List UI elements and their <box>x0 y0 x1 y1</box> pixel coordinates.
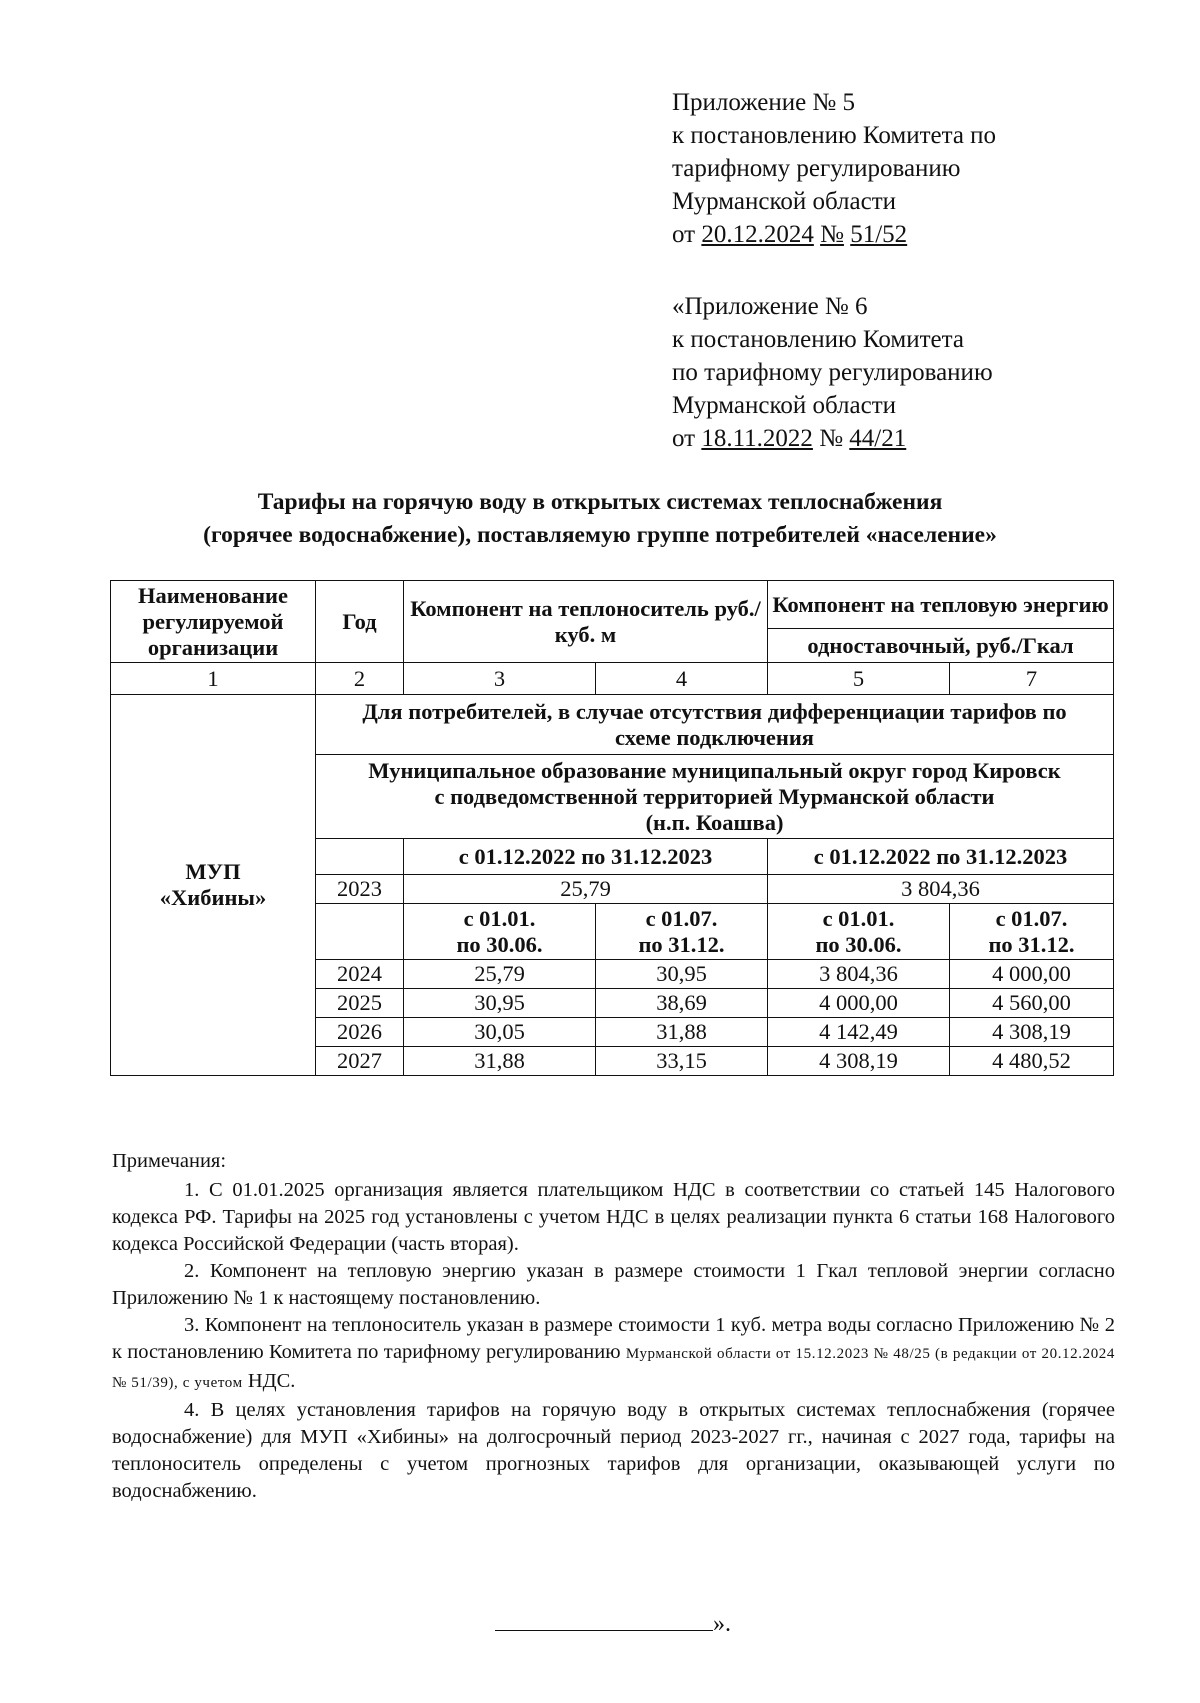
half1-label: с 01.01. по 30.06. <box>404 904 596 960</box>
appendix-5-line1: Приложение № 5 <box>672 89 856 116</box>
period-energy: с 01.12.2022 по 31.12.2023 <box>768 839 1114 875</box>
appendix-6-date-line: от 18.11.2022 № 44/21 <box>672 425 907 452</box>
appendix-5-line4: Мурманской области <box>672 188 897 215</box>
year-cell: 2024 <box>316 960 404 989</box>
appendix-6-line4: Мурманской области <box>672 392 897 419</box>
org-name: МУП «Хибины» <box>111 695 316 1076</box>
half1-label: с 01.01. по 30.06. <box>768 904 950 960</box>
header-year: Год <box>316 581 404 663</box>
signature-line <box>495 1608 713 1631</box>
half2-label: с 01.07. по 31.12. <box>950 904 1114 960</box>
carrier-h1-cell: 30,05 <box>404 1018 596 1047</box>
carrier-h1-cell: 31,88 <box>404 1047 596 1076</box>
note-3-small-line: Мурманской области от 15.12.2023 № 48/25 (в редакции от 20.12.2024 № 51/39), с учетом <box>112 1346 1116 1391</box>
closing-mark <box>495 1608 731 1638</box>
carrier-h2-cell: 33,15 <box>596 1047 768 1076</box>
header-energy: Компонент на тепловую энергию <box>768 581 1114 629</box>
tariff-table <box>110 580 1114 1076</box>
appendix-6-line2: к постановлению Комитета <box>672 326 964 353</box>
col-number: 1 <box>111 663 316 695</box>
section-label: Для потребителей, в случае отсутствия дифференциации тарифов по схеме подключения <box>316 695 1114 755</box>
year-cell: 2026 <box>316 1018 404 1047</box>
energy-h2-cell: 4 480,52 <box>950 1047 1114 1076</box>
period-carrier: с 01.12.2022 по 31.12.2023 <box>404 839 768 875</box>
year-cell: 2023 <box>316 875 404 904</box>
period-year-empty <box>316 839 404 875</box>
notes-title: Примечания: <box>112 1150 227 1172</box>
column-number-row <box>111 663 1114 695</box>
carrier-h2-cell: 31,88 <box>596 1018 768 1047</box>
year-cell: 2027 <box>316 1047 404 1076</box>
energy-h2-cell: 4 560,00 <box>950 989 1114 1018</box>
title-line2: (горячее водоснабжение), поставляемую группе потребителей «население» <box>203 522 997 548</box>
energy-h2-cell: 4 000,00 <box>950 960 1114 989</box>
note-3: 3. Компонент на теплоноситель указан в размере стоимости 1 куб. метра воды согласно Приложению № 2 к постановлению Комитета по тарифному регулированию Мурманской области от 15.12.2023 № 48/25 (в редакции от 20.12.2024 № 51/39), с учетом НДС. <box>112 1314 1116 1392</box>
appendix-5-line2: к постановлению Комитета по <box>672 122 997 149</box>
appendix-5-date: 20.12.2024 <box>701 221 814 248</box>
col-number: 3 <box>404 663 596 695</box>
appendix-6-header <box>672 290 993 455</box>
energy-cell: 3 804,36 <box>768 875 1114 904</box>
table-header-row <box>111 581 1114 629</box>
col-number: 4 <box>596 663 768 695</box>
section-row <box>111 695 1114 755</box>
carrier-cell: 25,79 <box>404 875 768 904</box>
col-number: 5 <box>768 663 950 695</box>
notes-section <box>112 1148 1115 1505</box>
year-cell: 2025 <box>316 989 404 1018</box>
note-2: 2. Компонент на тепловую энергию указан в размере стоимости 1 Гкал тепловой энергии согласно Приложению № 1 к настоящему постановлению. <box>112 1260 1115 1309</box>
carrier-h1-cell: 30,95 <box>404 989 596 1018</box>
appendix-6-line1: «Приложение № 6 <box>672 293 868 320</box>
energy-h1-cell: 4 142,49 <box>768 1018 950 1047</box>
energy-h1-cell: 4 000,00 <box>768 989 950 1018</box>
energy-h2-cell: 4 308,19 <box>950 1018 1114 1047</box>
energy-h1-cell: 4 308,19 <box>768 1047 950 1076</box>
energy-h1-cell: 3 804,36 <box>768 960 950 989</box>
header-carrier: Компонент на теплоноситель руб./куб. м <box>404 581 768 663</box>
note-1: 1. С 01.01.2025 организация является плательщиком НДС в соответствии со статьей 145 Налогового кодекса РФ. Тарифы на 2025 год установлены с учетом НДС в целях реализации пункта 6 статьи 168 Налогового кодекса Российской Федерации (часть вторая). <box>112 1179 1115 1255</box>
appendix-5-date-line: от 20.12.2024 № 51/52 <box>672 221 908 248</box>
appendix-5-header <box>672 86 996 251</box>
appendix-6-line3: по тарифному регулированию <box>672 359 993 386</box>
document-title <box>60 486 1140 552</box>
note-4: 4. В целях установления тарифов на горячую воду в открытых системах теплоснабжения (горячее водоснабжение) для МУП «Хибины» на долгосрочный период 2023-2027 гг., начиная с 2027 года, тарифы на теплоноситель определены с учетом прогнозных тарифов для организации, оказывающей услуги по водоснабжению. <box>112 1399 1115 1502</box>
appendix-5-line3: тарифному регулированию <box>672 155 961 182</box>
header-org: Наименование регулируемой организации <box>111 581 316 663</box>
carrier-h2-cell: 38,69 <box>596 989 768 1018</box>
closing-quote: ». <box>713 1611 731 1637</box>
appendix-6-number: 44/21 <box>849 425 907 452</box>
half2-label: с 01.07. по 31.12. <box>596 904 768 960</box>
municipality-label: Муниципальное образование муниципальный округ город Кировск с подведомственной территорией Мурманской области (н.п. Коашва) <box>316 755 1114 839</box>
carrier-h1-cell: 25,79 <box>404 960 596 989</box>
col-number: 7 <box>950 663 1114 695</box>
carrier-h2-cell: 30,95 <box>596 960 768 989</box>
appendix-5-number: 51/52 <box>850 221 908 248</box>
col-number: 2 <box>316 663 404 695</box>
title-line1: Тарифы на горячую воду в открытых системах теплоснабжения <box>257 489 943 515</box>
half-year-empty <box>316 904 404 960</box>
header-energy-sub: одноставочный, руб./Гкал <box>768 629 1114 663</box>
appendix-6-date: 18.11.2022 <box>701 425 813 452</box>
